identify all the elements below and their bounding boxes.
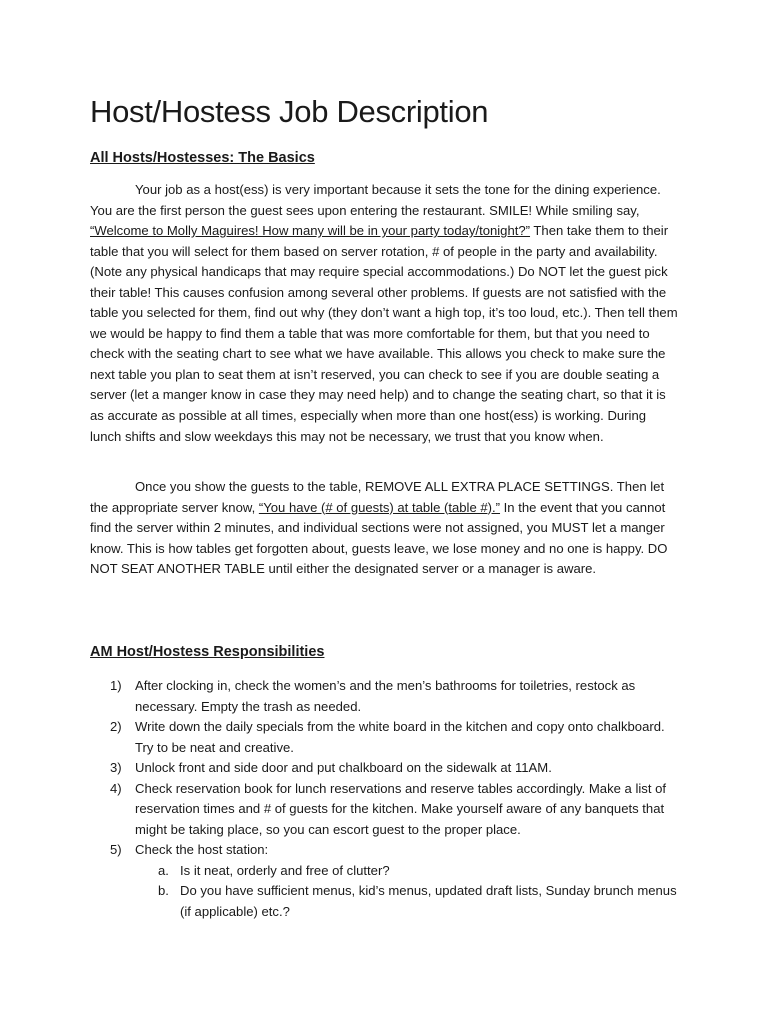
list-number: 3) xyxy=(110,760,122,776)
sub-list-item xyxy=(135,881,680,922)
basics-paragraph-2 xyxy=(90,477,680,580)
server-notice-quote: “You have (# of guests) at table (table #).” xyxy=(258,499,501,515)
list-item-text: Check reservation book for lunch reservations and reserve tables accordingly. Make a list of reservation times and # of guests for the kitchen. Make yourself aware of any banquets that might be taking place, so you can escort guest to the proper place. xyxy=(135,780,667,837)
list-number: 5) xyxy=(110,842,122,858)
list-item xyxy=(90,758,680,779)
list-item-text: Write down the daily specials from the white board in the kitchen and copy onto chalkboard. Try to be neat and creative. xyxy=(135,719,665,755)
sub-list-item-text: Is it neat, orderly and free of clutter? xyxy=(180,862,390,878)
sub-list-item-text: Do you have sufficient menus, kid’s menus, updated draft lists, Sunday brunch menus (if applicable) etc.? xyxy=(180,883,677,920)
sub-list-letter: a. xyxy=(158,862,169,878)
responsibilities-list xyxy=(90,676,680,923)
paragraph-text: Once you show the guests to the table, REMOVE ALL EXTRA PLACE SETTINGS. Then let the appropriate server know, xyxy=(90,479,665,515)
greeting-quote: “Welcome to Molly Maguires! How many will be in your party today/tonight?” xyxy=(90,223,531,239)
paragraph-text: Your job as a host(ess) is very important because it sets the tone for the dining experience. You are the first person the guest sees upon entering the restaurant. SMILE! While smiling say, xyxy=(90,182,661,218)
host-station-checklist xyxy=(135,861,680,923)
am-responsibilities-heading: AM Host/Hostess Responsibilities xyxy=(90,644,325,660)
list-item-text: Unlock front and side door and put chalkboard on the sidewalk at 11AM. xyxy=(135,760,552,776)
list-item xyxy=(90,676,680,717)
list-number: 4) xyxy=(110,780,122,796)
basics-heading: All Hosts/Hostesses: The Basics xyxy=(90,150,315,166)
paragraph-text: In the event that you cannot find the server within 2 minutes, and individual sections were not assigned, you MUST let a manger know. This is how tables get forgotten about, guests leave, we lose money and no one is happy. DO NOT SEAT ANOTHER TABLE until either the designated server or a manager is aware. xyxy=(90,499,668,577)
list-number: 2) xyxy=(110,719,122,735)
list-item xyxy=(90,717,680,758)
sub-list-letter: b. xyxy=(158,883,169,899)
basics-paragraph-1 xyxy=(90,180,680,447)
list-number: 1) xyxy=(110,678,122,693)
list-item-text: After clocking in, check the women’s and the men’s bathrooms for toiletries, restock as necessary. Empty the trash as needed. xyxy=(135,678,636,714)
document-title: Host/Hostess Job Description xyxy=(90,94,489,129)
list-item-text: Check the host station: xyxy=(135,842,269,858)
list-item xyxy=(90,840,680,922)
list-item xyxy=(90,779,680,841)
paragraph-text: Then take them to their table that you will select for them based on server rotation, # of people in the party and availability. (Note any physical handicaps that may require special accommodations.) Do NOT let the guest pick their table! This causes confusion among several other problems. If guests are not satisfied with the table you selected for them, find out why (they don’t want a high top, it’s too loud, etc.). Then tell them we would be happy to find them a table that was more comfortable for them, but that you need to check with the seating chart to see what we have available. This allows you check to make sure the next table you plan to seat them at isn’t reserved, you can check to see if you are double seating a server (let a manger know in case they may need help) and to change the seating chart, so that it is as accurate as possible at all times, especially when more than one host(ess) is working. During lunch shifts and slow weekdays this may not be necessary, we trust that you know when. xyxy=(90,223,678,444)
sub-list-item xyxy=(135,861,680,882)
